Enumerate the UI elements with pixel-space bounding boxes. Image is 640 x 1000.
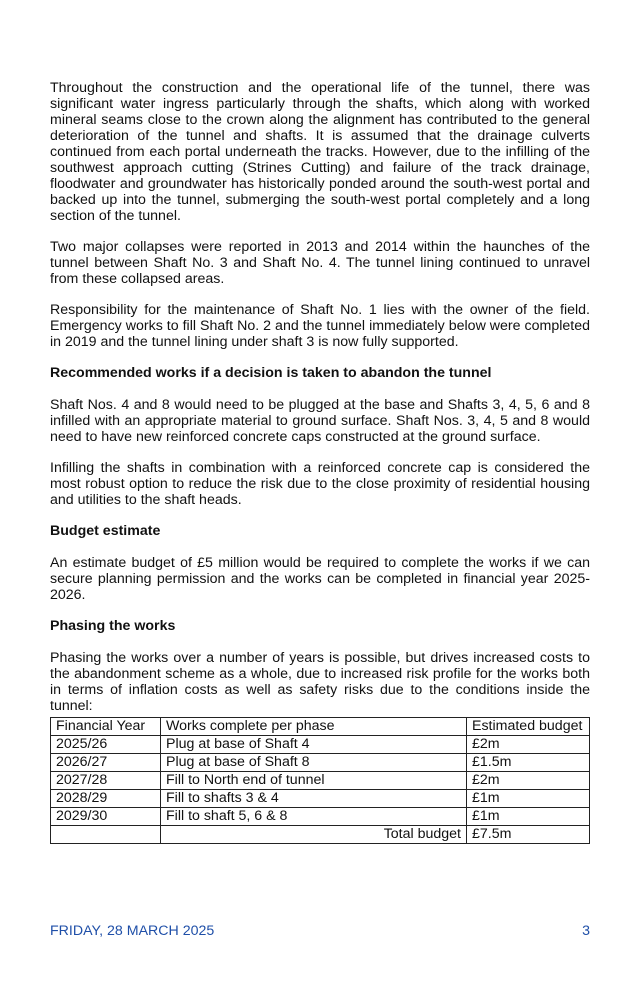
- page-footer: [50, 923, 590, 939]
- cell-budget: £1.5m: [467, 754, 590, 772]
- paragraph-infilling: Infilling the shafts in combination with a reinforced concrete cap is considered the most robust option to reduce the risk due to the close proximity of residential housing and utilities to the shaft heads.: [50, 460, 590, 508]
- total-budget-label: Total budget: [161, 826, 467, 844]
- table-row: [51, 808, 590, 826]
- cell-budget: £2m: [467, 772, 590, 790]
- cell-empty: [51, 826, 161, 844]
- cell-budget: £1m: [467, 808, 590, 826]
- table-row: [51, 754, 590, 772]
- cell-works: Plug at base of Shaft 8: [161, 754, 467, 772]
- cell-works: Fill to shaft 5, 6 & 8: [161, 808, 467, 826]
- cell-works: Fill to North end of tunnel: [161, 772, 467, 790]
- cell-budget: £2m: [467, 736, 590, 754]
- footer-date: FRIDAY, 28 MARCH 2025: [50, 923, 215, 939]
- paragraph-water-ingress: Throughout the construction and the operational life of the tunnel, there was significant water ingress particularly through the shafts, which along with worked mineral seams close to the crown along the alignment has contributed to the general deterioration of the tunnel and shafts. It is assumed that the drainage culverts continued from each portal underneath the tracks. However, due to the infilling of the southwest approach cutting (Strines Cutting) and failure of the track drainage, floodwater and groundwater has historically ponded around the south-west portal and backed up into the tunnel, submerging the south-west portal completely and a long section of the tunnel.: [50, 80, 590, 224]
- table-header-row: [51, 718, 590, 736]
- table-total-row: [51, 826, 590, 844]
- cell-works: Fill to shafts 3 & 4: [161, 790, 467, 808]
- cell-year: 2026/27: [51, 754, 161, 772]
- table-row: [51, 790, 590, 808]
- header-estimated-budget: Estimated budget: [467, 718, 590, 736]
- table-row: [51, 736, 590, 754]
- document-page: [50, 80, 590, 844]
- phasing-table: [50, 717, 590, 844]
- header-financial-year: Financial Year: [51, 718, 161, 736]
- paragraph-collapses: Two major collapses were reported in 2013 and 2014 within the haunches of the tunnel between Shaft No. 3 and Shaft No. 4. The tunnel lining continued to unravel from these collapsed areas.: [50, 239, 590, 287]
- heading-budget-estimate: Budget estimate: [50, 523, 161, 539]
- paragraph-phasing: Phasing the works over a number of years is possible, but drives increased costs to the abandonment scheme as a whole, due to increased risk profile for the works both in terms of inflation costs as well as safety risks due to the conditions inside the tunnel:: [50, 650, 590, 714]
- paragraph-responsibility: Responsibility for the maintenance of Shaft No. 1 lies with the owner of the field. Emergency works to fill Shaft No. 2 and the tunnel immediately below were completed in 2019 and the tunnel lining under shaft 3 is now fully supported.: [50, 302, 590, 350]
- total-budget-value: £7.5m: [467, 826, 590, 844]
- cell-year: 2027/28: [51, 772, 161, 790]
- heading-phasing: Phasing the works: [50, 618, 176, 634]
- table-row: [51, 772, 590, 790]
- paragraph-budget: An estimate budget of £5 million would be required to complete the works if we can secure planning permission and the works can be completed in financial year 2025-2026.: [50, 555, 590, 603]
- cell-budget: £1m: [467, 790, 590, 808]
- page-number: 3: [582, 923, 590, 939]
- cell-year: 2029/30: [51, 808, 161, 826]
- cell-works: Plug at base of Shaft 4: [161, 736, 467, 754]
- paragraph-shaft-plugging: Shaft Nos. 4 and 8 would need to be plugged at the base and Shafts 3, 4, 5, 6 and 8 infilled with an appropriate material to ground surface. Shaft Nos. 3, 4, 5 and 8 would need to have new reinforced concrete caps constructed at the ground surface.: [50, 397, 590, 445]
- cell-year: 2025/26: [51, 736, 161, 754]
- cell-year: 2028/29: [51, 790, 161, 808]
- heading-recommended-works: Recommended works if a decision is taken to abandon the tunnel: [50, 365, 492, 381]
- header-works: Works complete per phase: [161, 718, 467, 736]
